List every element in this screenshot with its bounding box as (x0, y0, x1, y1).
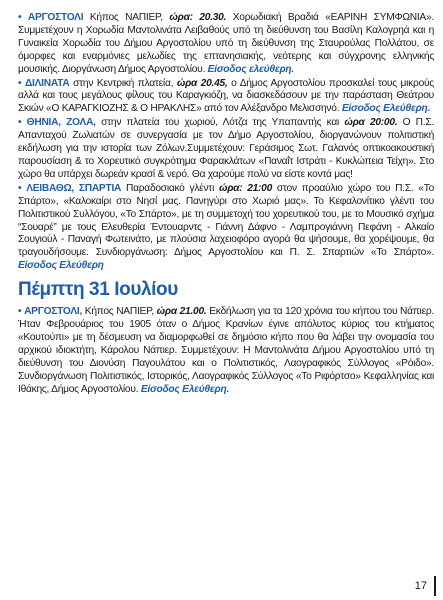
bullet-icon: • (18, 117, 22, 129)
event-entry-note: Είσοδος Ελεύθερη (18, 260, 104, 272)
date-heading: Πέμπτη 31 Ιουλίου (18, 279, 178, 301)
event-entry-note: Είσοδος Ελεύθερη. (140, 383, 230, 395)
event-place: ΑΡΓΟΣΤΟΛΙ (27, 12, 84, 23)
event-venue: Παραδοσιακό γλέντι (121, 182, 219, 194)
event-description: Ο Π.Σ. Απανταχού Ζωλιατών σε συνεργασία με τον Δήμο Αργοστολίου, διοργανώνουν πολιτιστική εκδήλωση για την ιστορία των Ζόλων.Συμμετέχουν: Γεράσιμος Σωτ. Γαλανός οπτικοακουστική παρουσίαση & το Χορευτικό συγκρότημα Φαρακλάτων «Παναΐτ Ιστράτι - Κυκλώπεια Τείχη». Στο χώρο θα υπάρχει δωρεάν κρασί & νερό. Θα χαρούμε πολύ να είστε κοντά μας! (18, 117, 435, 180)
page-content (18, 12, 434, 397)
event-description: Χορωδιακή Βραδιά «ΕΑΡΙΝΗ ΣΥΜΦΩΝΙΑ». Συμμετέχουν η Χορωδία Μαντολινάτα Λειβαθούς υπό τη διεύθυνση του Βασίλη Καλογρηά και η Γυναικεία Χορωδία του Δήμου Αργοστολίου υπό τη διεύθυνση της Σταυρούλας Πολλάτου, σε όμορφες και εναρμόνιες μελωδίες της επτανησιακής, νεότερης και σύγχρονης ελληνικής μουσικής. Διοργάνωση Δήμος Αργοστολίου. (18, 12, 434, 75)
event-venue: στην Κεντρική πλατεία, (69, 77, 177, 89)
event-venue: Κήπος ΝΑΠΙΕΡ, (82, 306, 157, 318)
bullet-icon: • (18, 182, 22, 194)
bullet-icon: • (18, 12, 22, 23)
event-place: ΑΡΓΟΣΤΟΛΙ, (24, 306, 83, 318)
event-venue: στην πλατεία του χωριού, Λότζα της Υπαπαντής και (95, 117, 345, 129)
event-time: ώρα 21.00. (156, 306, 207, 318)
page-number-rule (434, 576, 436, 596)
event-time: ώρα 20:00. (344, 117, 398, 129)
bullet-icon: • (18, 77, 22, 89)
event-place: ΔΙΛΙΝΑΤΑ (24, 77, 70, 89)
event-time: ώρα: 21:00 (218, 182, 273, 194)
event-description: ο Δήμος Αργοστολίου προσκαλεί τους μικρούς αλλά και τους μεγάλους φίλους του Καραγκιόζη, να διασκεδάσουν με την παράσταση Θεάτρου Σκιών «Ο ΚΑΡΑΓΚΙΟΖΗΣ & Ο ΗΡΑΚΛΗΣ» από τον Αλέξανδρο Μελισσηνό. (18, 77, 434, 115)
event-time: ώρα: 20.30. (169, 12, 227, 23)
event-place: ΘΗΝΙΑ, ΖΟΛΑ, (26, 117, 96, 129)
event-entry-note: Είσοδος ελεύθερη. (207, 63, 294, 75)
event-time: ώρα 20.45, (176, 77, 228, 89)
event-description: Εκδήλωση για τα 120 χρόνια του κήπου του Νάπιερ. Ήταν Φεβρουάριος του 1905 όταν ο Δήμος Κρανίων έγινε απόλυτος κύριος του κτήματος «Κουτούπι» με τη δέσμευση να διαμορφωθεί σε δημόσιο κήπο που θα λάβει την ονομασία του αρχικού ιδιοκτήτη, Κάρολου Νάπιερ. Συμμετέχουν: Η Μαντολινάτα Δήμου Αργοστολίου υπό τη διεύθυνση του Διονύση Παγουλάτου και ο Πολιτιστικός, Λαογραφικός Σύλλογος «Ρόιδο». Συνδιοργάνωση Πολιτιστικός, Ιστορικός, Λαογραφικός Σύλλογος «Το Ριφόρτσο» Κεφαλληνίας και Ιθάκης, Δήμος Αργοστολίου. (18, 306, 434, 395)
event-entry-argostoli-napier (18, 306, 434, 396)
page-number: 17 (414, 580, 427, 592)
event-entry-dilinata (18, 78, 434, 117)
event-place: ΛΕΙΒΑΘΩ, ΣΠΑΡΤΙΑ (26, 182, 122, 194)
event-venue: Κήπος ΝΑΠΙΕΡ, (83, 12, 170, 23)
event-description: στον προαύλιο χώρο του Π.Σ. «Το Σπάρτο», «Καλοκαίρι στο Νησί μας. Πανηγύρι στο Χωριό μας». Το Κεφαλονίτικο γλέντι του Πολιτιστικού Συλλόγου, «Το Σπάρτο», με τη συμμετοχή του χορευτικού του, με το Μουσικό σχήμα “Σουαρέ” με τους Ελευθερία Έντουαρντς - Γιάννη Δάφνο - Λαμπρογιάννη Πεφάνη - Αλκαίο Σουγιούλ - Παναγή Φωτεινάτο, με πλούσια λαχειοφόρο αγορά θα ψήσουμε, θα χορέψουμε, θα τραγουδήσουμε. Συνδιοργάνωση: Δήμος Αργοστολίου και Π. Σ. Σπαρτιών «Το Σπάρτο». (18, 182, 434, 259)
event-entry-note: Είσοδος Ελεύθερη. (341, 103, 431, 115)
event-entry-leivatho-spartia (18, 183, 434, 273)
event-entry-thinia-zola (18, 117, 434, 182)
event-entry-argostoli (18, 12, 434, 77)
bullet-icon: • (18, 306, 22, 318)
